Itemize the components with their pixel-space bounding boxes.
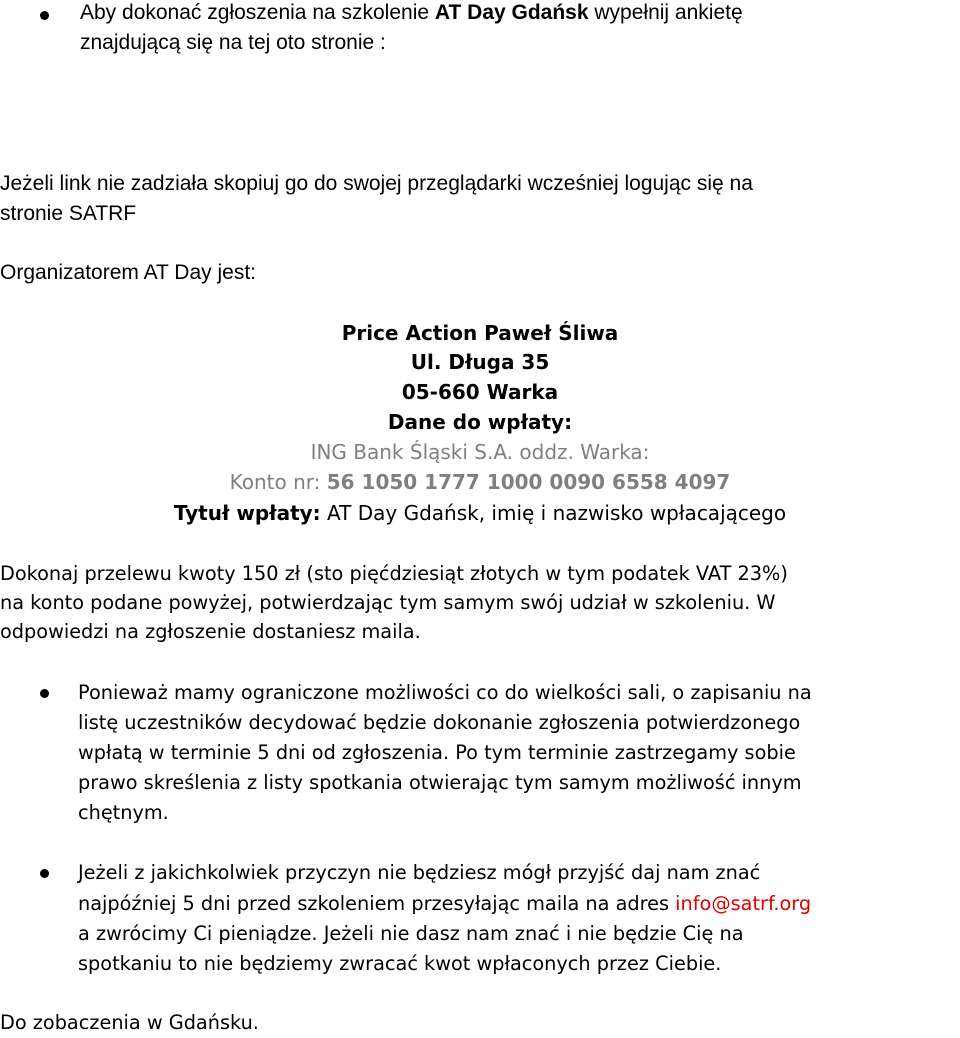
transfer-line-2: na konto podane powyżej, potwierdzając tym samym swój udział w szkoleniu. W — [0, 591, 776, 614]
bank-name: ING Bank Śląski S.A. oddz. Warka: — [310, 440, 650, 464]
transfer-title-value: AT Day Gdańsk, imię i nazwisko wpłacającego — [320, 501, 787, 525]
intro-line-1 — [80, 0, 743, 28]
refund-line-3: a zwrócimy Ci pieniądze. Jeżeli nie dasz nam znać i nie będzie Cię na — [78, 922, 744, 945]
organizer-label: Organizatorem AT Day jest: — [0, 261, 256, 284]
limited-line-3: wpłatą w terminie 5 dni od zgłoszenia. Po tym terminie zastrzegamy sobie — [78, 741, 796, 764]
limited-line-5: chętnym. — [78, 801, 169, 824]
payment-header: Dane do wpłaty: — [387, 410, 573, 434]
email-link[interactable]: info@satrf.org — [675, 892, 812, 915]
bullet-icon — [40, 689, 49, 698]
transfer-title-label: Tytuł wpłaty: — [173, 501, 321, 525]
intro-text: Aby dokonać zgłoszenia na szkolenie — [80, 1, 435, 24]
organizer-city: 05-660 Warka — [401, 380, 559, 404]
transfer-title-line — [0, 498, 960, 528]
refund-line-1: Jeżeli z jakichkolwiek przyczyn nie będziesz mógł przyjść daj nam znać — [78, 861, 761, 884]
closing-text: Do zobaczenia w Gdańsku. — [0, 1011, 259, 1034]
intro-text-end: wypełnij ankietę — [588, 1, 743, 24]
link-note-line-1: Jeżeli link nie zadziała skopiuj go do swojej przeglądarki wcześniej logując się na — [0, 172, 753, 195]
organizer-street: Ul. Długa 35 — [410, 350, 550, 374]
limited-line-4: prawo skreślenia z listy spotkania otwierając tym samym możliwość innym — [78, 771, 802, 794]
refund-line-2-text: najpóźniej 5 dni przed szkoleniem przesyłając maila na adres — [78, 892, 676, 915]
link-note-line-2: stronie SATRF — [0, 202, 137, 225]
organizer-name: Price Action Paweł Śliwa — [341, 321, 619, 345]
account-line — [0, 467, 960, 497]
refund-line-2 — [78, 889, 811, 919]
transfer-line-1: Dokonaj przelewu kwoty 150 zł (sto pięćdziesiąt złotych w tym podatek VAT 23%) — [0, 562, 788, 585]
bullet-icon — [40, 11, 49, 20]
account-number: 56 1050 1777 1000 0090 6558 4097 — [326, 470, 731, 494]
intro-line-2: znajdującą się na tej oto stronie : — [80, 31, 386, 54]
limited-line-1: Ponieważ mamy ograniczone możliwości co do wielkości sali, o zapisaniu na — [78, 681, 812, 704]
account-label: Konto nr: — [229, 470, 327, 494]
event-name: AT Day Gdańsk — [434, 1, 589, 24]
transfer-line-3: odpowiedzi na zgłoszenie dostaniesz maila. — [0, 620, 421, 643]
limited-line-2: listę uczestników decydować będzie dokonanie zgłoszenia potwierdzonego — [78, 711, 801, 734]
bullet-icon — [40, 869, 49, 878]
refund-line-4: spotkaniu to nie będziemy zwracać kwot wpłaconych przez Ciebie. — [78, 952, 722, 975]
